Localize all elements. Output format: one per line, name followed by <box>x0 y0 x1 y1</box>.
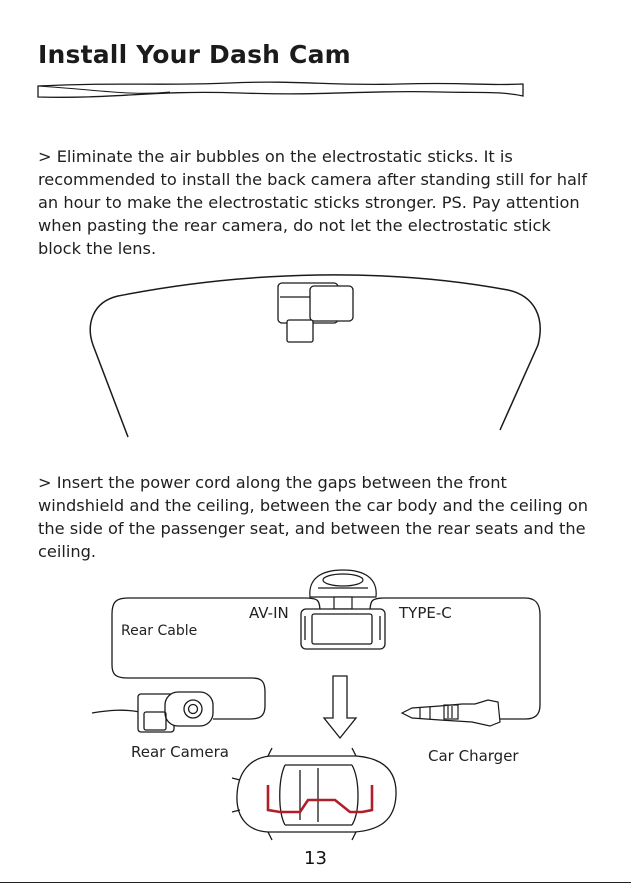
rear-cable-label: Rear Cable <box>121 623 198 639</box>
rear-camera-cord <box>92 710 140 713</box>
power-cable-line <box>370 598 540 719</box>
suction-mount <box>310 570 376 609</box>
instruction-paragraph-2: > Insert the power cord along the gaps between the front windshield and the ceiling, between the car body and the ceiling on the side of the passenger seat, and between the rear seats and the ceiling. <box>38 473 588 561</box>
dash-cam-body <box>301 609 385 649</box>
rear-camera-label: Rear Camera <box>131 743 229 761</box>
rear-camera-device <box>138 692 213 732</box>
instruction-paragraph-1: > Eliminate the air bubbles on the electrostatic sticks. It is recommended to install the back camera after standing still for half an hour to make the electrostatic sticks stronger. PS. Pay attention when pasting the rear camera, do not let the electrostatic stick block the lens. <box>38 147 588 258</box>
page-title: Install Your Dash Cam <box>38 40 351 69</box>
car-charger <box>402 700 500 726</box>
av-in-label: AV-IN <box>249 604 289 622</box>
type-c-label: TYPE-C <box>399 604 452 622</box>
car-charger-label: Car Charger <box>428 747 519 765</box>
down-arrow <box>324 676 356 738</box>
page-number: 13 <box>304 848 327 869</box>
